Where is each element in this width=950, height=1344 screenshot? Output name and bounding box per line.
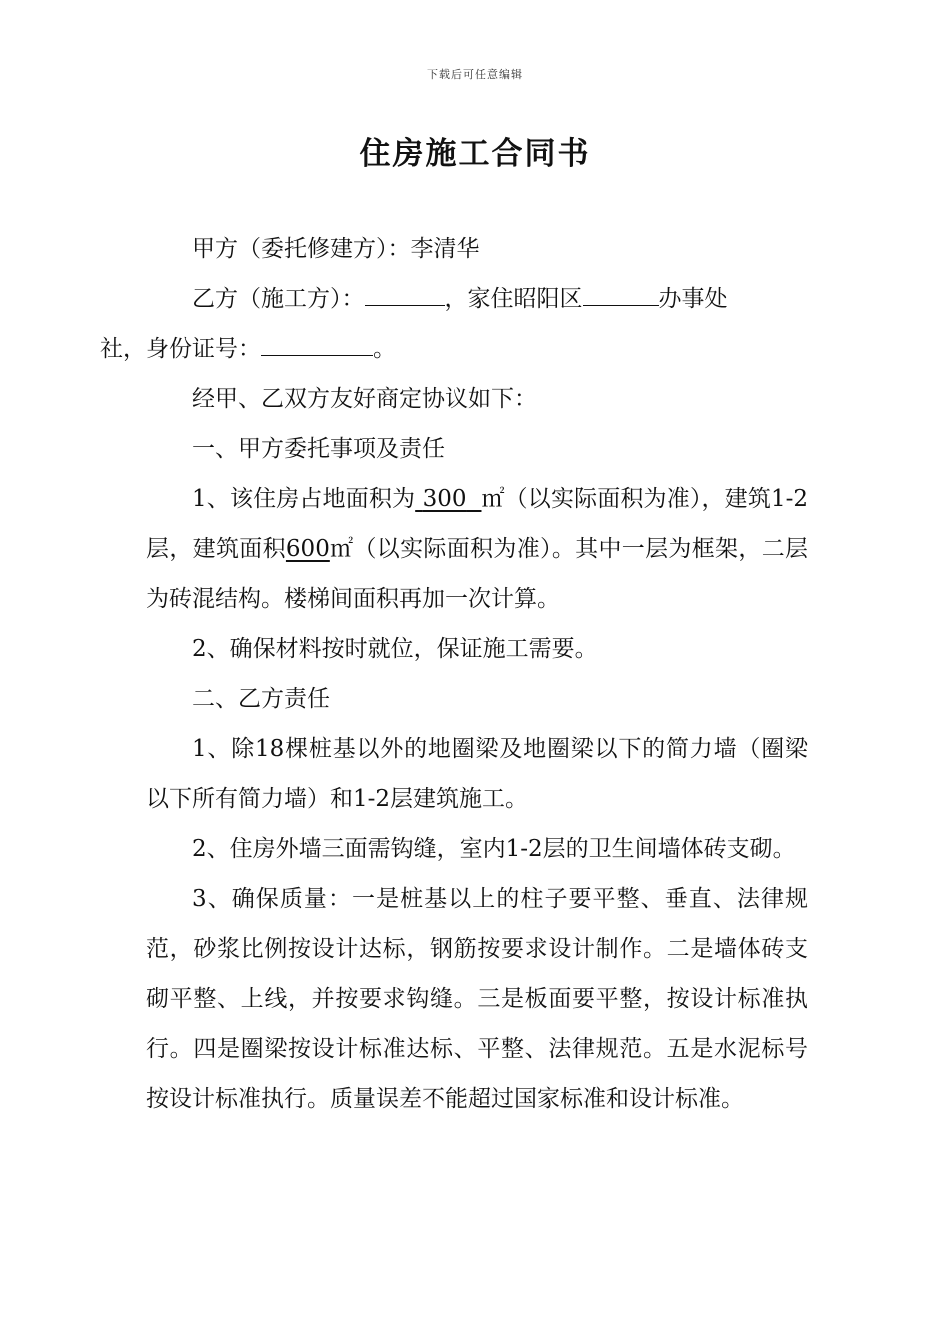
party-b-address: ，家住昭阳区: [444, 286, 583, 312]
section-2-item-1: 1、除18棵桩基以外的地圈梁及地圈梁以下的简力墙（圈梁以下所有简力墙）和1-2层建筑施工。: [146, 736, 808, 812]
party-a-label: 甲方（委托修建方）：: [192, 236, 411, 262]
section-1-item-2: 2、确保材料按时就位，保证施工需要。: [192, 636, 598, 662]
party-b-id-label: 社，身份证号：: [100, 336, 261, 362]
land-area-value: [415, 486, 481, 512]
party-b-district-blank: [583, 275, 659, 306]
section-1-item-1-text-c: ㎡（以实际面积为准）。其中一层为框架，二层为砖混结构。楼梯间面积再加一次计算。: [146, 536, 809, 612]
intro-paragraph: 经甲、乙双方友好商定协议如下：: [192, 386, 537, 412]
party-b-name-blank: [365, 275, 445, 306]
party-b-line: [100, 274, 808, 374]
section-1-item-1: [146, 474, 808, 624]
party-b-end: 。: [373, 336, 396, 362]
header-note: 下载后可任意编辑: [427, 68, 523, 81]
build-area-value: 600: [285, 536, 330, 562]
section-2-item-2: 2、住房外墙三面需钩缝，室内1-2层的卫生间墙体砖支砌。: [192, 836, 796, 862]
party-b-office: 办事处: [658, 286, 728, 312]
document-body: [100, 224, 809, 1124]
party-a-line: [146, 224, 808, 274]
party-b-id-blank: [261, 325, 373, 356]
document-title: 住房施工合同书: [359, 136, 591, 172]
section-1-item-1-text-a: 1、该住房占地面积为: [192, 486, 416, 512]
section-1-heading: 一、甲方委托事项及责任: [192, 436, 445, 462]
party-b-label: 乙方（施工方）：: [192, 286, 365, 312]
party-a-name: 李清华: [410, 236, 480, 262]
section-2-heading: 二、乙方责任: [192, 686, 330, 712]
section-1-item-1-text-b: ㎡（以实际面积为准），建筑1-2层，建筑面积: [146, 486, 809, 562]
section-2-item-3: 3、确保质量：一是桩基以上的柱子要平整、垂直、法律规范，砂浆比例按设计达标，钢筋按要求设计制作。二是墙体砖支砌平整、上线，并按要求钩缝。三是板面要平整，按设计标准执行。四是圈梁按设计标准达标、平整、法律规范。五是水泥标号按设计标准执行。质量误差不能超过国家标准和设计标准。: [146, 886, 808, 1112]
land-area-number: 300: [422, 486, 467, 512]
